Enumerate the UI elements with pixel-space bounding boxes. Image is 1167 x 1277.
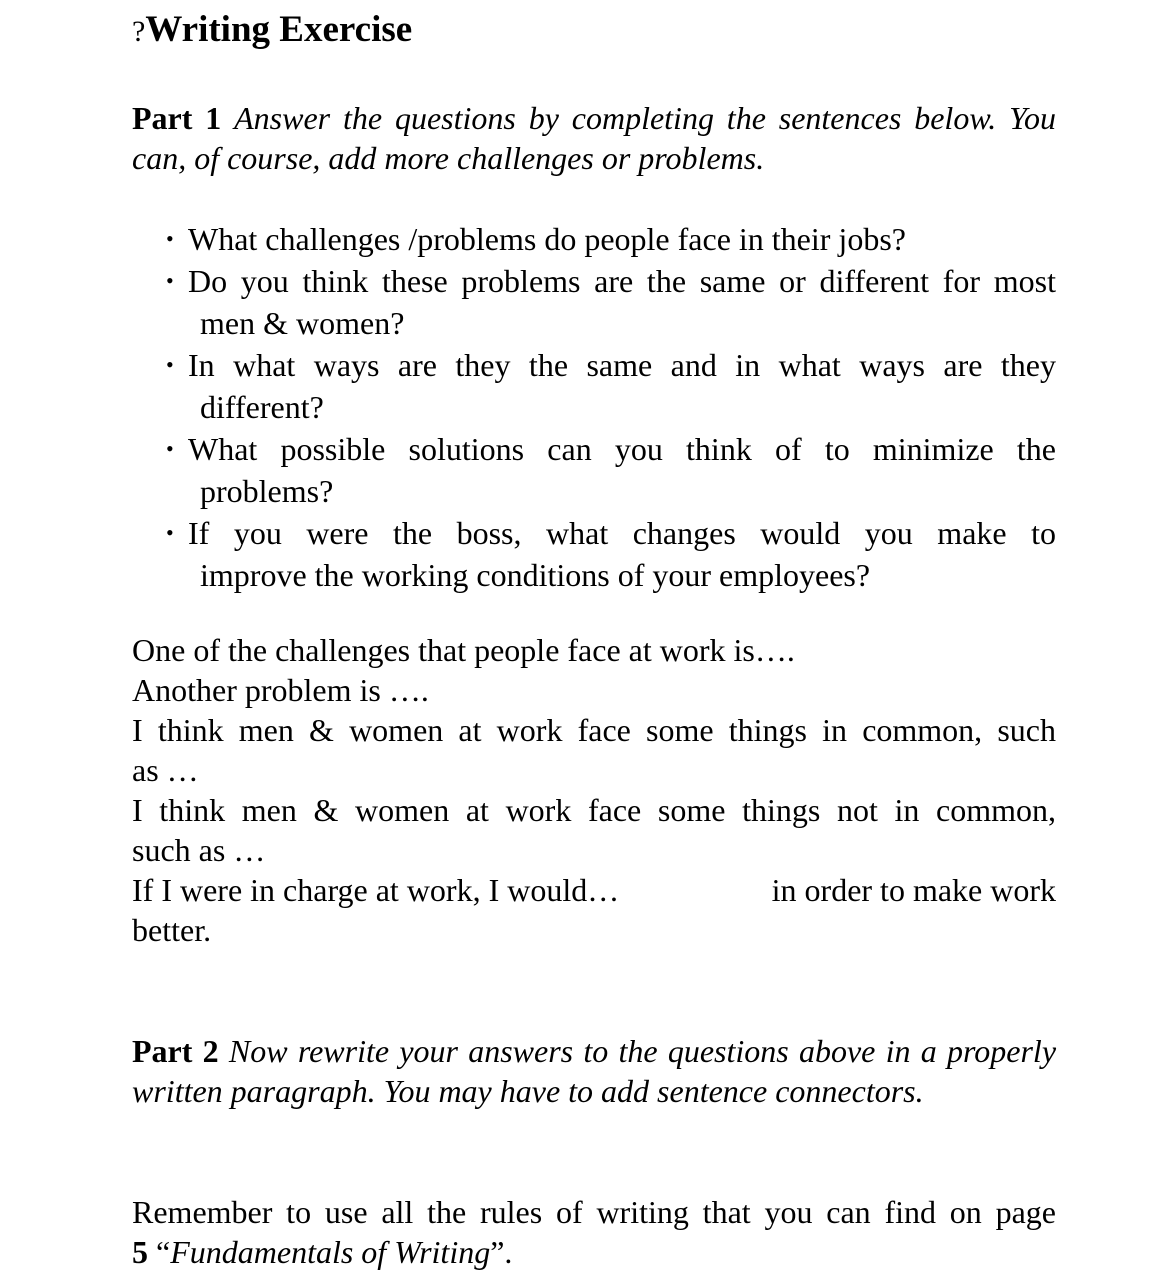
list-item <box>160 260 1056 344</box>
book-title: Fundamentals of Writing <box>170 1234 491 1270</box>
reminder <box>132 1192 1056 1272</box>
list-item <box>160 344 1056 428</box>
bullet-icon: • <box>166 520 174 545</box>
part1-instructions <box>132 98 1056 178</box>
question-text: If you were the boss, what changes would you make to <box>188 515 1056 551</box>
reminder-text: Remember to use all the rules of writing that you can find on page <box>132 1194 1056 1230</box>
part1-label: Part 1 <box>132 100 222 136</box>
sentence-starter: I think men & women at work face some things in common, such <box>132 712 1056 748</box>
sentence-starter-left: If I were in charge at work, I would… <box>132 872 620 908</box>
sentence-starter: I think men & women at work face some things not in common, <box>132 792 1056 828</box>
open-quote: “ <box>156 1234 171 1270</box>
sentence-starters <box>132 630 1056 950</box>
bullet-icon: • <box>166 226 174 251</box>
sentence-starter-right: in order to make work <box>771 872 1056 908</box>
question-text-continued: different? <box>200 389 324 425</box>
part2-instructions <box>132 1031 1056 1111</box>
part2-label: Part 2 <box>132 1033 219 1069</box>
question-text: What possible solutions can you think of to minimize the <box>188 431 1056 467</box>
question-text-continued: improve the working conditions of your employees? <box>200 557 871 593</box>
title-text: Writing Exercise <box>145 9 413 50</box>
page-number: 5 <box>132 1234 148 1270</box>
question-list <box>160 218 1056 596</box>
part1-instruction-text: Answer the questions by completing the sentences below. You can, of course, add more challenges or problems. <box>132 100 1056 176</box>
bullet-icon: • <box>166 268 174 293</box>
list-item <box>160 218 1056 260</box>
bullet-icon: • <box>166 436 174 461</box>
sentence-starter <box>132 870 1056 910</box>
sentence-starter-continued: such as … <box>132 832 266 868</box>
question-text-continued: men & women? <box>200 305 405 341</box>
sentence-starter: One of the challenges that people face at work is…. <box>132 632 795 668</box>
reminder-reference <box>132 1234 512 1270</box>
part2-instruction-text: Now rewrite your answers to the questions above in a properly written paragraph. You may have to add sentence connectors. <box>132 1033 1057 1109</box>
bullet-icon: • <box>166 352 174 377</box>
list-item <box>160 428 1056 512</box>
title-marker: ? <box>132 15 146 48</box>
question-text: Do you think these problems are the same or different for most <box>188 263 1056 299</box>
close-quote: ”. <box>490 1234 513 1270</box>
question-text-continued: problems? <box>200 473 334 509</box>
question-text: In what ways are they the same and in what ways are they <box>188 347 1056 383</box>
sentence-starter-continued: as … <box>132 752 199 788</box>
sentence-starter: Another problem is …. <box>132 672 429 708</box>
sentence-starter-continued: better. <box>132 912 212 948</box>
question-text: What challenges /problems do people face in their jobs? <box>188 221 906 257</box>
page-title <box>132 8 412 54</box>
list-item <box>160 512 1056 596</box>
